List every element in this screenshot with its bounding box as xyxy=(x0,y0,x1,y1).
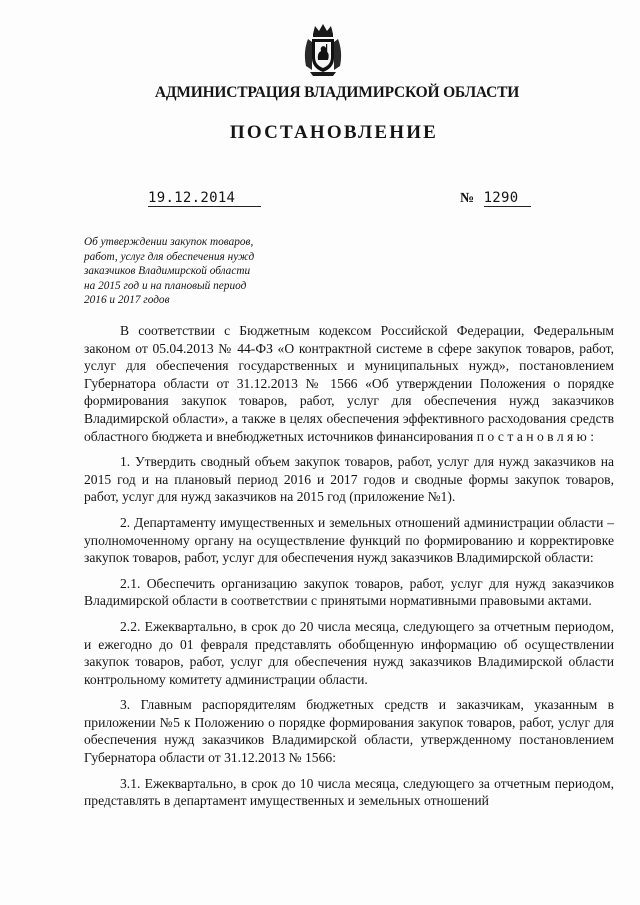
number-sign: № xyxy=(460,191,475,206)
item-paragraph: 3.1. Ежеквартально, в срок до 10 числа месяца, следующего за отчетным периодом, представлять в департамент имущественных и земельных отношений xyxy=(84,775,614,809)
document-number-block xyxy=(460,190,531,207)
document-date: 19.12.2014 xyxy=(148,190,261,207)
item-paragraph: 2.2. Ежеквартально, в срок до 20 числа месяца, следующего за отчетным периодом, и ежегодно до 01 февраля представлять обобщенную информацию об осуществлении закупок товаров, работ, услуг для обеспечения нужд заказчиков Владимирской области контрольному комитету администрации области. xyxy=(84,618,614,687)
subject-line: работ, услуг для обеспечения нужд xyxy=(84,250,255,263)
subject-line: на 2015 год и на плановый период xyxy=(84,279,247,292)
subject-line: заказчиков Владимирской области xyxy=(84,265,251,278)
intro-paragraph xyxy=(84,322,614,445)
document-type: ПОСТАНОВЛЕНИЕ xyxy=(229,122,439,143)
organization-name: АДМИНИСТРАЦИЯ ВЛАДИМИРСКОЙ ОБЛАСТИ xyxy=(154,84,520,101)
item-paragraph: 2.1. Обеспечить организацию закупок товаров, работ, услуг для нужд заказчиков Владимирской области в соответствии с принятыми нормативными правовыми актами. xyxy=(84,575,614,609)
item-paragraph: 2. Департаменту имущественных и земельных отношений администрации области – уполномоченному органу на осуществление функций по формированию и корректировке закупок товаров, работ, услуг для обеспечения нужд заказчиков Владимирской области: xyxy=(84,514,614,566)
intro-text: В соответствии с Бюджетным кодексом Российской Федерации, Федеральным законом от 05.04.2013 № 44-ФЗ «О контрактной системе в сфере закупок товаров, работ, услуг для обеспечения государственных и муниципальных нужд», постановлением Губернатора области от 31.12.2013 № 1566 «Об утверждении Положения о порядке формирования закупок товаров, работ, услуг для обеспечения нужд заказчиков Владимирской области», а также в целях обеспечения эффективного расходования средств областного бюджета и внебюджетных источников финансирования xyxy=(84,323,614,444)
document-body xyxy=(84,322,614,818)
item-paragraph: 1. Утвердить сводный объем закупок товаров, работ, услуг для нужд заказчиков на 2015 год и на плановый период 2016 и 2017 годов и сводные формы закупок товаров, работ, услуг для нужд заказчиков на 2015 год (приложение №1). xyxy=(84,454,614,505)
subject-line: 2016 и 2017 годов xyxy=(84,294,170,307)
resolve-word: постановляю: xyxy=(476,428,598,444)
document-subject xyxy=(84,235,294,308)
item-paragraph: 3. Главным распорядителям бюджетных средств и заказчикам, указанным в приложении №5 к Положению о порядке формирования закупок товаров, работ, услуг для обеспечения нужд заказчиков Владимирской области, утвержденному постановлением Губернатора области от 31.12.2013 № 1566: xyxy=(84,697,614,766)
document-number: 1290 xyxy=(484,190,531,207)
coat-of-arms-icon xyxy=(300,22,346,78)
subject-line: Об утверждении закупок товаров, xyxy=(84,236,254,248)
